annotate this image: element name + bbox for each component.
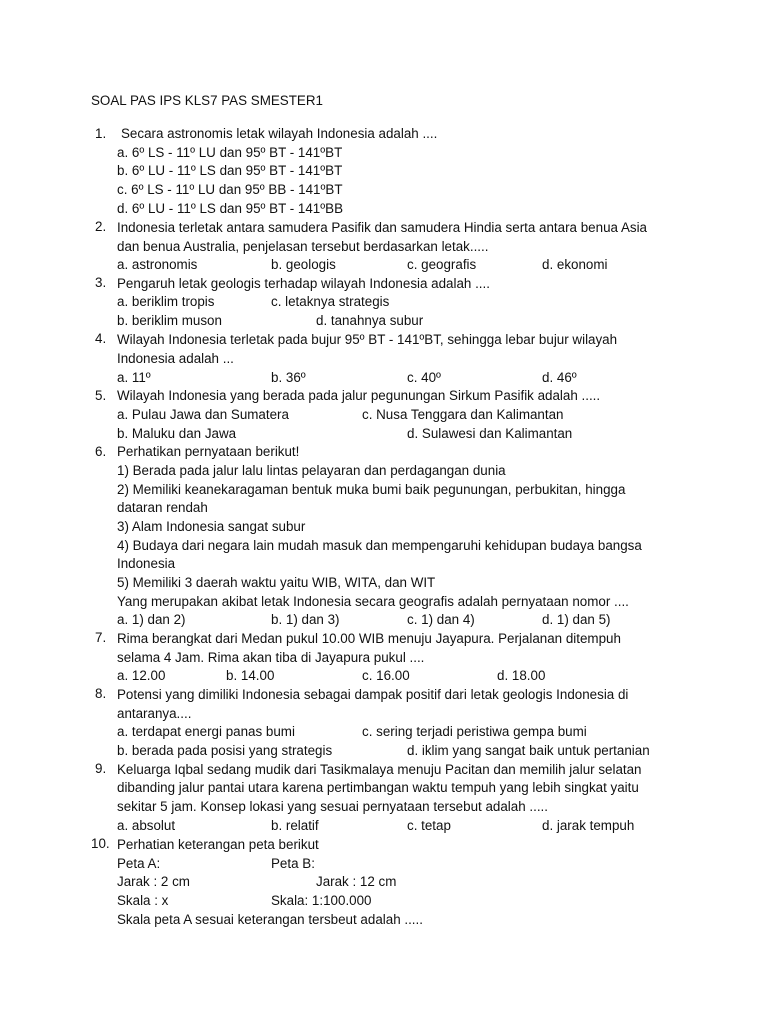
option-d: d. 6º LU - 11º LS dan 95º BT - 141ºBB <box>117 201 344 216</box>
option-c: c. Nusa Tenggara dan Kalimantan <box>362 407 564 422</box>
option-d: d. 18.00 <box>497 668 546 683</box>
option-d: d. 1) dan 5) <box>542 612 611 627</box>
option-d: d. iklim yang sangat baik untuk pertanian <box>407 743 650 758</box>
option-a: a. 1) dan 2) <box>117 612 186 627</box>
question-text: Potensi yang dimiliki Indonesia sebagai dampak positif dari letak geologis Indonesia di <box>117 687 629 702</box>
question-text: Wilayah Indonesia terletak pada bujur 95º BT - 141ºBT, sehingga lebar bujur wilayah <box>117 332 618 347</box>
map-b-scale: Skala: 1:100.000 <box>271 893 372 908</box>
map-b-label: Peta B: <box>271 856 315 871</box>
question-number: 4. <box>95 331 107 346</box>
map-a-scale: Skala : x <box>117 893 169 908</box>
option-d: d. Sulawesi dan Kalimantan <box>407 426 573 441</box>
question-text: Indonesia adalah ... <box>117 351 234 366</box>
option-b: b. berada pada posisi yang strategis <box>117 743 333 758</box>
question-text: Keluarga Iqbal sedang mudik dari Tasikmalaya menuju Pacitan dan memilih jalur selatan <box>117 762 642 777</box>
statement-item: dataran rendah <box>117 500 208 515</box>
question-number: 5. <box>95 388 107 403</box>
question-number: 6. <box>95 444 107 459</box>
question-text: selama 4 Jam. Rima akan tiba di Jayapura pukul .... <box>117 650 425 665</box>
option-c: c. geografis <box>407 257 477 272</box>
option-c: c. 40º <box>407 370 441 385</box>
option-c: c. tetap <box>407 818 451 833</box>
statement-item: 1) Berada pada jalur lalu lintas pelayaran dan perdagangan dunia <box>117 463 506 478</box>
question-text: Secara astronomis letak wilayah Indonesia adalah .... <box>121 126 438 141</box>
option-c: c. letaknya strategis <box>271 294 390 309</box>
question-number: 3. <box>95 275 107 290</box>
question-text: Yang merupakan akibat letak Indonesia secara geografis adalah pernyataan nomor .... <box>117 594 629 609</box>
option-a: a. terdapat energi panas bumi <box>117 724 295 739</box>
option-d: d. jarak tempuh <box>542 818 635 833</box>
statement-item: 4) Budaya dari negara lain mudah masuk dan mempengaruhi kehidupan budaya bangsa <box>117 538 642 553</box>
option-d: d. ekonomi <box>542 257 608 272</box>
question-text: Indonesia terletak antara samudera Pasifik dan samudera Hindia serta antara benua Asia <box>117 220 647 235</box>
option-b: b. 36º <box>271 370 306 385</box>
page-title: SOAL PAS IPS KLS7 PAS SMESTER1 <box>91 93 323 108</box>
option-a: a. beriklim tropis <box>117 294 215 309</box>
question-number: 10. <box>91 836 110 851</box>
question-number: 8. <box>95 686 107 701</box>
question-text: Wilayah Indonesia yang berada pada jalur pegunungan Sirkum Pasifik adalah ..... <box>117 388 601 403</box>
question-number: 1. <box>95 126 107 141</box>
statement-item: Indonesia <box>117 556 176 571</box>
option-c: c. 1) dan 4) <box>407 612 475 627</box>
option-b: b. 14.00 <box>226 668 275 683</box>
option-a: a. 11º <box>117 370 151 385</box>
question-text: Rima berangkat dari Medan pukul 10.00 WIB menuju Jayapura. Perjalanan ditempuh <box>117 631 621 646</box>
question-text: antaranya.... <box>117 706 192 721</box>
statement-item: 2) Memiliki keanekaragaman bentuk muka bumi baik pegunungan, perbukitan, hingga <box>117 482 626 497</box>
question-text: dan benua Australia, penjelasan tersebut berdasarkan letak..... <box>117 239 489 254</box>
question-text: sekitar 5 jam. Konsep lokasi yang sesuai pernyataan tersebut adalah ..... <box>117 799 548 814</box>
option-b: b. geologis <box>271 257 336 272</box>
question-number: 2. <box>95 219 107 234</box>
question-text: Skala peta A sesuai keterangan tersbeut adalah ..... <box>117 912 423 927</box>
option-d: d. tanahnya subur <box>316 313 424 328</box>
option-a: a. absolut <box>117 818 176 833</box>
question-text: Perhatikan pernyataan berikut! <box>117 444 300 459</box>
option-a: a. astronomis <box>117 257 198 272</box>
question-text: dibanding jalur pantai utara karena pertimbangan waktu tempuh yang lebih singkat yaitu <box>117 780 639 795</box>
map-b-distance: Jarak : 12 cm <box>316 874 397 889</box>
option-a: a. 12.00 <box>117 668 166 683</box>
question-text: Perhatian keterangan peta berikut <box>117 837 319 852</box>
map-a-label: Peta A: <box>117 856 161 871</box>
option-a: a. 6º LS - 11º LU dan 95º BT - 141ºBT <box>117 145 343 160</box>
option-c: c. sering terjadi peristiwa gempa bumi <box>362 724 587 739</box>
map-a-distance: Jarak : 2 cm <box>117 874 190 889</box>
option-c: c. 6º LS - 11º LU dan 95º BB - 141ºBT <box>117 182 343 197</box>
statement-item: 5) Memiliki 3 daerah waktu yaitu WIB, WITA, dan WIT <box>117 575 436 590</box>
statement-item: 3) Alam Indonesia sangat subur <box>117 519 306 534</box>
question-number: 9. <box>95 761 107 776</box>
question-text: Pengaruh letak geologis terhadap wilayah Indonesia adalah .... <box>117 276 490 291</box>
option-b: b. Maluku dan Jawa <box>117 426 237 441</box>
option-b: b. beriklim muson <box>117 313 222 328</box>
option-b: b. relatif <box>271 818 319 833</box>
option-c: c. 16.00 <box>362 668 410 683</box>
option-a: a. Pulau Jawa dan Sumatera <box>117 407 289 422</box>
option-d: d. 46º <box>542 370 577 385</box>
option-b: b. 1) dan 3) <box>271 612 340 627</box>
option-b: b. 6º LU - 11º LS dan 95º BT - 141ºBT <box>117 163 343 178</box>
question-number: 7. <box>95 630 107 645</box>
